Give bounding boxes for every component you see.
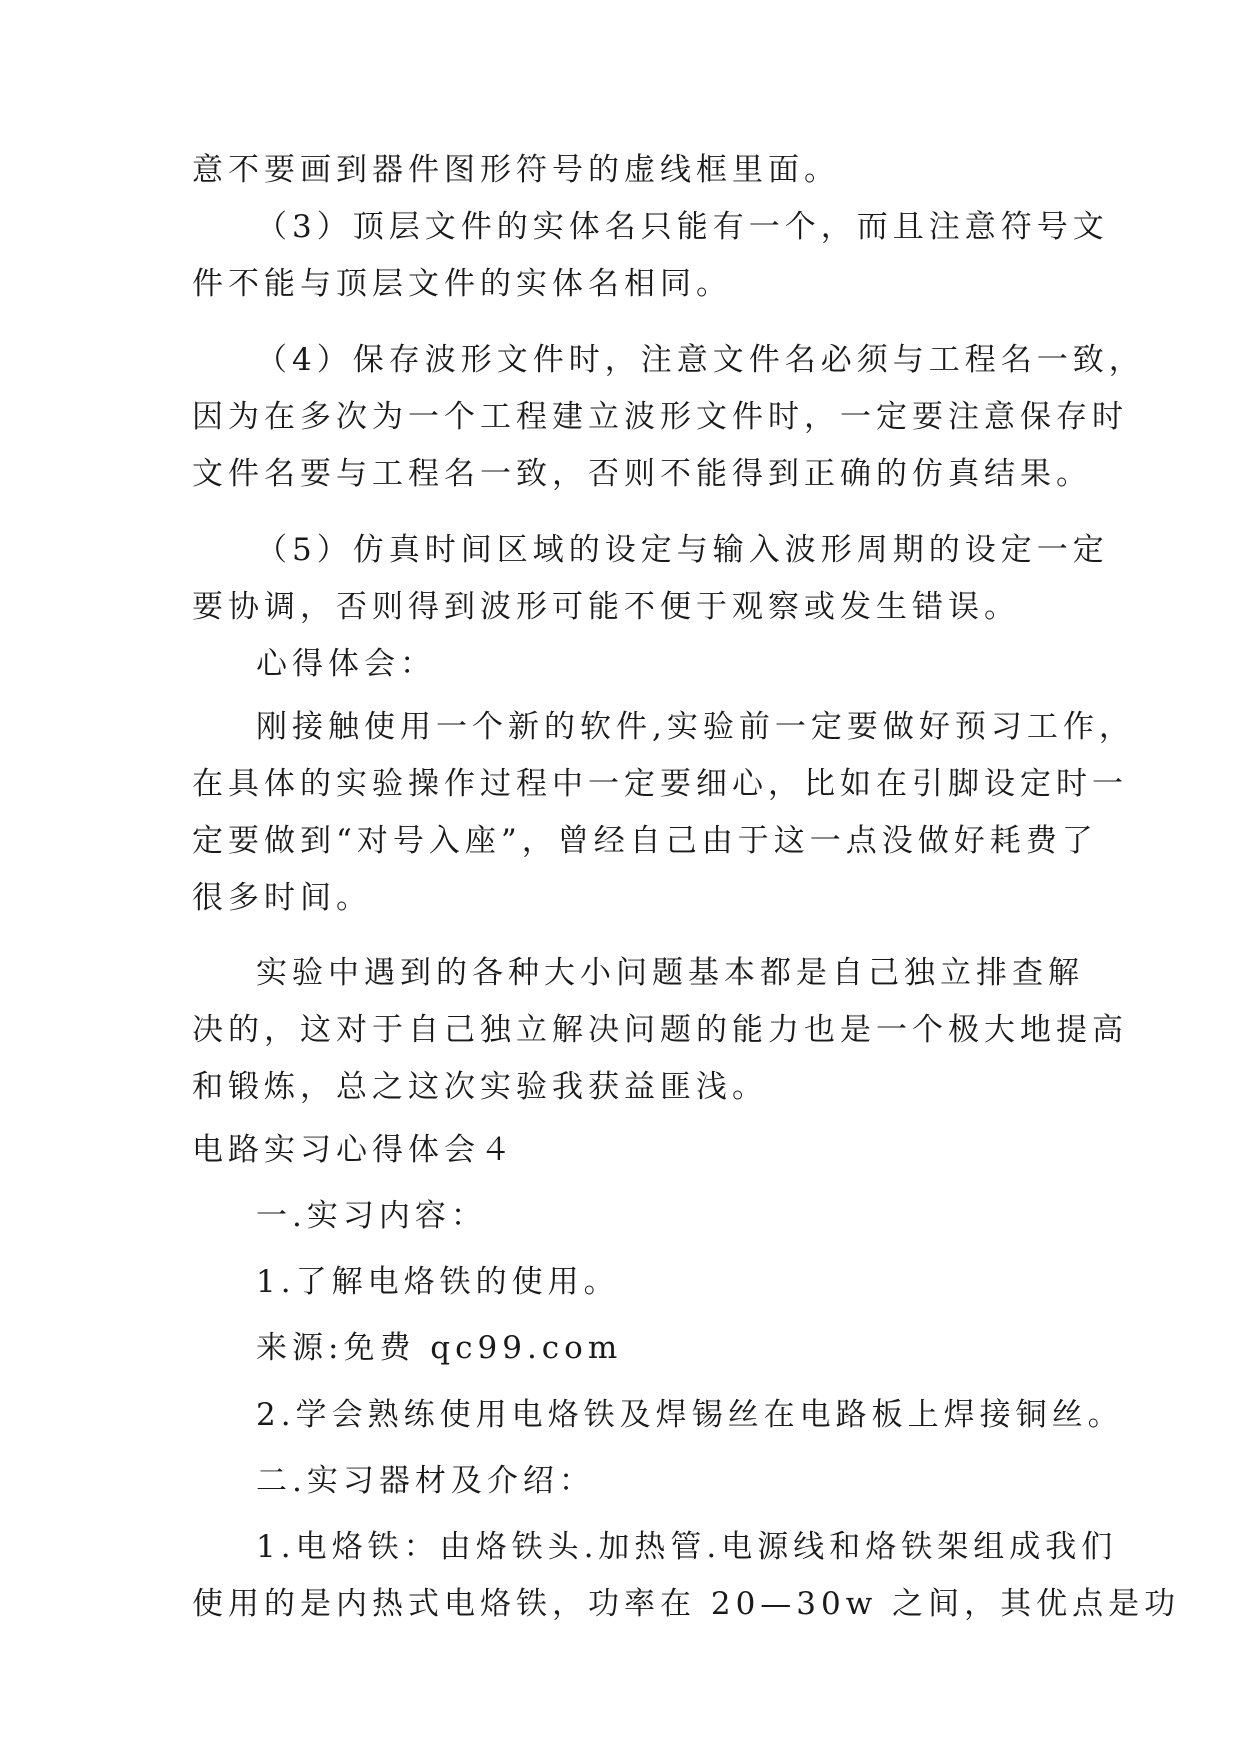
text-line: 因为在多次为一个工程建立波形文件时，一定要注意保存时 (192, 399, 1128, 435)
text-line: （4）保存波形文件时，注意文件名必须与工程名一致， (256, 342, 1145, 378)
list-item: 2.学会熟练使用电烙铁及焊锡丝在电路板上焊接铜丝。 (256, 1397, 1124, 1433)
section-heading: 一.实习内容： (256, 1198, 487, 1234)
text-line: （5）仿真时间区域的设定与输入波形周期的设定一定 (256, 532, 1109, 568)
text-line: 刚接触使用一个新的软件,实验前一定要做好预习工作， (256, 709, 1135, 745)
text-line: 在具体的实验操作过程中一定要细心，比如在引脚设定时一 (192, 766, 1128, 802)
text-line: 意不要画到器件图形符号的虚线框里面。 (192, 152, 840, 188)
section-heading: 二.实习器材及介绍： (256, 1463, 595, 1499)
text-line: 很多时间。 (192, 880, 372, 916)
source-note: 来源:免费 qc99.com (256, 1330, 623, 1366)
text-line: 使用的是内热式电烙铁，功率在 20—30w 之间，其优点是功 (192, 1586, 1181, 1622)
text-line: 和锻炼，总之这次实验我获益匪浅。 (192, 1069, 768, 1105)
list-item: 1.电烙铁：由烙铁头.加热管.电源线和烙铁架组成我们 (256, 1529, 1118, 1565)
article-title: 电路实习心得体会４ (192, 1132, 516, 1168)
text-line: 要协调，否则得到波形可能不便于观察或发生错误。 (192, 589, 1020, 625)
text-line: 文件名要与工程名一致，否则不能得到正确的仿真结果。 (192, 456, 1092, 492)
section-heading: 心得体会： (256, 646, 436, 682)
list-item: 1.了解电烙铁的使用。 (256, 1264, 620, 1300)
text-line: 决的，这对于自己独立解决问题的能力也是一个极大地提高 (192, 1012, 1128, 1048)
text-line: 件不能与顶层文件的实体名相同。 (192, 266, 732, 302)
text-line: 实验中遇到的各种大小问题基本都是自己独立排查解 (256, 955, 1084, 991)
text-line: 定要做到“对号入座”，曾经自己由于这一点没做好耗费了 (192, 823, 1098, 859)
text-line: （3）顶层文件的实体名只能有一个，而且注意符号文 (256, 209, 1109, 245)
